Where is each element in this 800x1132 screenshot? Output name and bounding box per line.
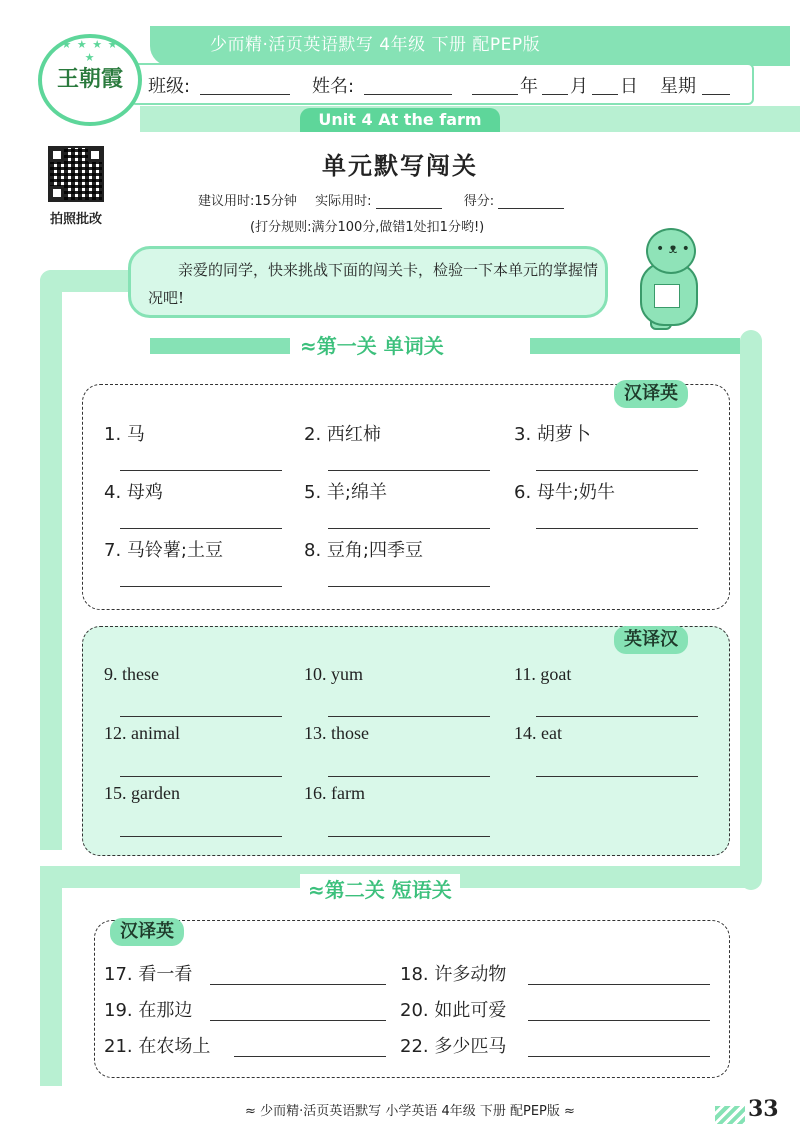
- question-item: 12. animal: [104, 723, 180, 743]
- logo-stars: ★ ★ ★ ★ ★: [61, 38, 119, 64]
- answer-line[interactable]: [120, 716, 282, 717]
- weekday-field[interactable]: [702, 76, 730, 95]
- card-tag: 汉译英: [614, 380, 688, 408]
- footer-decoration: [715, 1106, 745, 1124]
- class-field[interactable]: [200, 76, 290, 95]
- question-item: 10. yum: [304, 664, 364, 684]
- question-item: 3. 胡萝卜: [514, 424, 591, 445]
- series-title: 少而精·活页英语默写 4年级 下册 配PEP版: [210, 35, 541, 55]
- answer-line[interactable]: [120, 470, 282, 471]
- word-card-cn-en: [82, 384, 730, 610]
- time-line: [198, 190, 564, 209]
- path-right: [740, 330, 762, 890]
- logo-text: 王朝霞: [56, 66, 123, 92]
- name-label: 姓名:: [312, 76, 355, 97]
- answer-line[interactable]: [328, 470, 490, 471]
- card-tag: 汉译英: [110, 918, 184, 946]
- class-label: 班级:: [148, 76, 191, 97]
- weekday-label: 星期: [660, 76, 696, 97]
- answer-line[interactable]: [234, 1056, 386, 1057]
- answer-line[interactable]: [528, 1020, 710, 1021]
- question-item: 2. 西红柿: [304, 424, 381, 445]
- answer-line[interactable]: [536, 528, 698, 529]
- day-label: 日: [620, 76, 638, 97]
- qr-finder: [88, 148, 102, 162]
- question-item: 7. 马铃薯;土豆: [104, 540, 223, 561]
- answer-line[interactable]: [536, 776, 698, 777]
- answer-line[interactable]: [328, 836, 490, 837]
- question-item: 6. 母牛;奶牛: [514, 482, 615, 503]
- mascot-book: [654, 284, 680, 308]
- year-field[interactable]: [472, 76, 518, 95]
- score-label: 得分:: [463, 194, 495, 209]
- answer-line[interactable]: [120, 836, 282, 837]
- question-item: 18. 许多动物: [400, 964, 507, 985]
- answer-line[interactable]: [528, 1056, 710, 1057]
- month-label: 月: [570, 76, 588, 97]
- question-item: 5. 羊;绵羊: [304, 482, 387, 503]
- question-item: 8. 豆角;四季豆: [304, 540, 423, 561]
- suggested-time: 建议用时:15分钟: [198, 194, 297, 209]
- section-2-heading: ≈第二关 短语关: [300, 874, 460, 903]
- answer-line[interactable]: [120, 776, 282, 777]
- scoring-rule: (打分规则:满分100分,做错1处扣1分哟!): [250, 220, 485, 235]
- qr-label: 拍照批改: [49, 212, 102, 227]
- answer-line[interactable]: [528, 984, 710, 985]
- question-item: 4. 母鸡: [104, 482, 163, 503]
- answer-line[interactable]: [120, 528, 282, 529]
- answer-line[interactable]: [328, 776, 490, 777]
- question-item: 9. these: [104, 664, 159, 684]
- answer-line[interactable]: [210, 1020, 386, 1021]
- answer-line[interactable]: [210, 984, 386, 985]
- path-top-left: [40, 270, 140, 292]
- question-item: 14. eat: [514, 723, 562, 743]
- day-field[interactable]: [592, 76, 618, 95]
- answer-line[interactable]: [536, 716, 698, 717]
- score-field[interactable]: [498, 194, 564, 209]
- answer-line[interactable]: [328, 716, 490, 717]
- month-field[interactable]: [542, 76, 568, 95]
- answer-line[interactable]: [536, 470, 698, 471]
- question-item: 11. goat: [514, 664, 572, 684]
- year-label: 年: [520, 76, 538, 97]
- answer-line[interactable]: [328, 586, 490, 587]
- section-bar: [530, 338, 740, 354]
- question-item: 21. 在农场上: [104, 1036, 211, 1057]
- question-item: 22. 多少匹马: [400, 1036, 507, 1057]
- page-number: 33: [748, 1096, 779, 1122]
- section-bar: [150, 338, 290, 354]
- actual-time-field[interactable]: [376, 194, 442, 209]
- path-bottom-left: [40, 866, 62, 1086]
- card-tag: 英译汉: [614, 626, 688, 654]
- answer-line[interactable]: [328, 528, 490, 529]
- intro-text: 亲爱的同学，快来挑战下面的闯关卡，检验一下本单元的掌握情况吧!: [148, 261, 599, 307]
- question-item: 20. 如此可爱: [400, 1000, 507, 1021]
- name-field[interactable]: [364, 76, 452, 95]
- unit-title: Unit 4 At the farm: [300, 108, 500, 132]
- qr-finder: [50, 186, 64, 200]
- path-left: [40, 270, 62, 850]
- card-notch: [396, 612, 424, 626]
- section-1-heading: ≈第一关 单词关: [300, 334, 444, 358]
- qr-finder: [50, 148, 64, 162]
- actual-time-label: 实际用时:: [315, 194, 372, 209]
- question-item: 16. farm: [304, 783, 365, 803]
- mascot-face: • ᴥ •: [656, 241, 690, 257]
- footer-text: ≈ 少而精·活页英语默写 小学英语 4年级 下册 配PEP版 ≈: [245, 1104, 575, 1119]
- question-item: 13. those: [304, 723, 369, 743]
- question-item: 1. 马: [104, 424, 145, 445]
- page-title: 单元默写闯关: [322, 152, 478, 180]
- question-item: 15. garden: [104, 783, 180, 803]
- answer-line[interactable]: [120, 586, 282, 587]
- question-item: 17. 看一看: [104, 964, 193, 985]
- question-item: 19. 在那边: [104, 1000, 193, 1021]
